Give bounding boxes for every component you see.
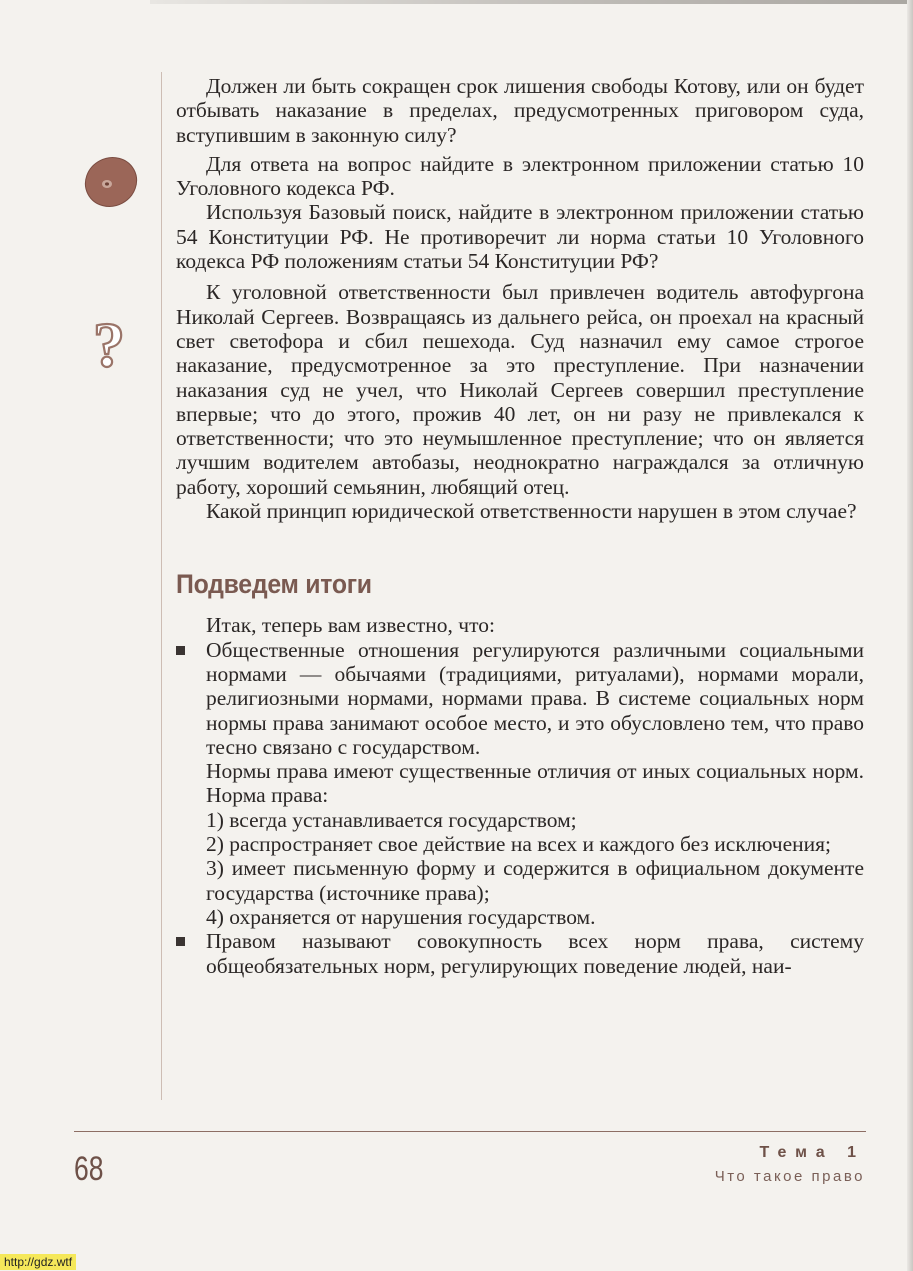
svg-text:?: ? [93,312,125,376]
bullet-text: Общественные отношения регулируются различными социальными нормами — обычаями (традициями, ритуалами), нормами морали, религиозными нормами, нормами права. В системе социальных норм нормы права занимают особое место, и это обусловлено тем, что право тесно связано с государством. [206,637,864,759]
summary-bullet [176,929,864,978]
task-paragraph: Для ответа на вопрос найдите в электронном приложении статью 10 Уголовного кодекса РФ. [176,151,864,201]
list-item: 1) всегда устанавливается государством; [206,807,577,832]
page-content [176,74,864,978]
page-top-edge [150,0,913,4]
list-item: 3) имеет письменную форму и содержится в официальном документе государства (источнике права); [206,856,864,905]
footer-rule [74,1131,866,1132]
section-heading: Подведем итоги [176,569,372,600]
summary-bullet [176,638,864,930]
page-right-edge [907,0,913,1271]
case-question: Какой принцип юридической ответственности нарушен в этом случае? [206,499,857,524]
case-paragraph: К уголовной ответственности был привлечен водитель автофургона Николай Сергеев. Возвращаясь из дальнего рейса, он проехал на красный свет светофора и сбил пешехода. Суд назначил ему самое строгое наказание, предусмотренное за это преступление. При назначении наказания суд не учел, что Николай Сергеев совершил преступление впервые; что до этого, прожив 40 лет, он ни разу не привлекался к ответственности; что это неумышленное преступление; что он является лучшим водителем автобазы, неоднократно награждался за отличную работу, хороший семьянин, любящий отец. [176,280,864,499]
square-bullet-icon [176,937,185,946]
bullet-text: Правом называют совокупность всех норм права, систему общеобязательных норм, регулирующих поведение людей, наи- [206,929,864,978]
footer-subtitle: Что такое право [714,1168,865,1185]
list-item: 4) охраняется от нарушения государством. [206,904,596,929]
watermark-link[interactable]: http://gdz.wtf [0,1254,76,1270]
question-paragraph: Должен ли быть сокращен срок лишения свободы Котову, или он будет отбывать наказание в пределах, предусмотренных приговором суда, вступившим в законную силу? [176,74,864,147]
list-item: 2) распространяет свое действие на всех и каждого без исключения; [206,832,832,857]
bullet-continuation: Нормы права имеют существенные отличия от иных социальных норм. Норма права: [206,759,864,808]
margin-rule [161,72,162,1100]
footer-theme: Тема 1 [759,1144,865,1161]
page-number: 68 [74,1150,104,1188]
question-mark-icon [90,312,134,376]
task-paragraph: Используя Базовый поиск, найдите в электронном приложении статью 54 Конституции РФ. Не противоречит ли норма статьи 10 Уголовного кодекса РФ положениям статьи 54 Конституции РФ? [176,200,864,274]
summary-intro: Итак, теперь вам известно, что: [206,613,495,638]
disc-icon [83,154,139,210]
square-bullet-icon [176,646,185,655]
